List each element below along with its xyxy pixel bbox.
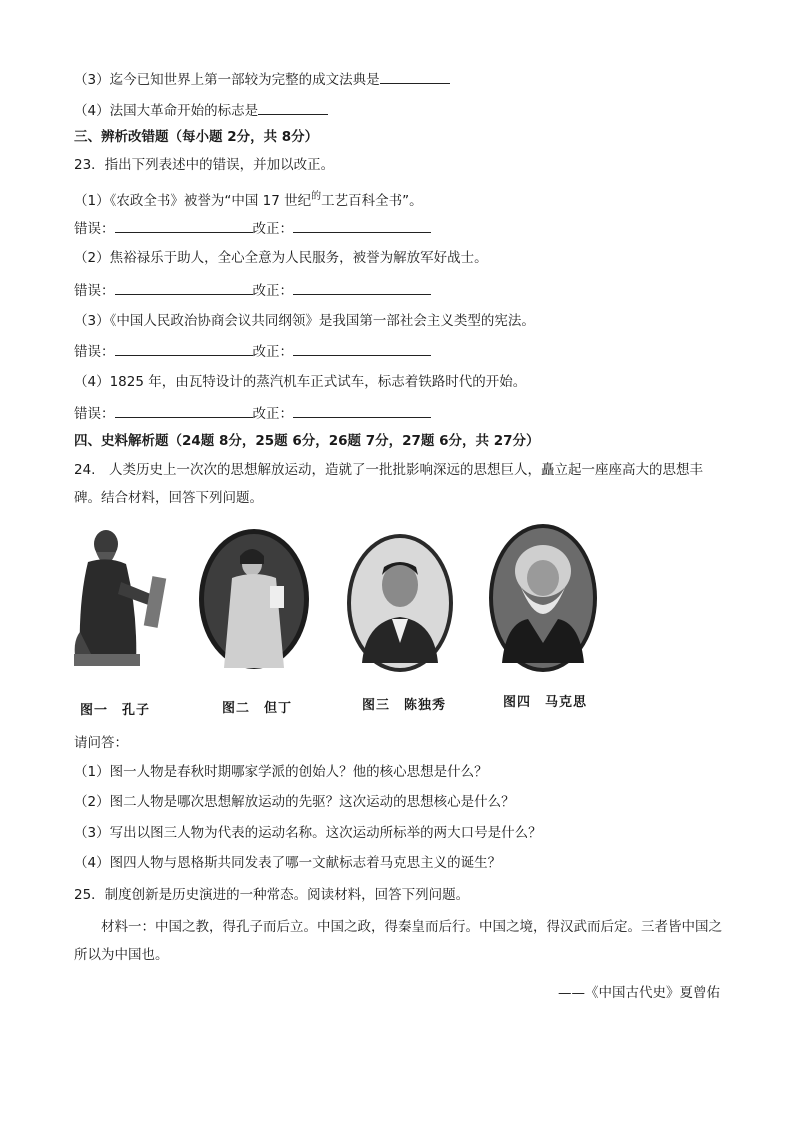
correct-blank-1[interactable] bbox=[293, 219, 431, 233]
correct-label: 改正： bbox=[252, 344, 293, 360]
confucius-portrait-icon bbox=[66, 522, 170, 672]
section-3-title: 三、辨析改错题（每小题 2分，共 8分） bbox=[74, 129, 319, 145]
q23-item-1-post: 工艺百科全书”。 bbox=[321, 193, 423, 209]
q23-item-2: （2）焦裕禄乐于助人，全心全意为人民服务，被誉为解放军好战士。 bbox=[74, 250, 488, 266]
material-source: ——《中国古代史》夏曾佑 bbox=[558, 985, 720, 1001]
q22-item-3 bbox=[74, 70, 450, 89]
q23-answer-row-4 bbox=[74, 404, 431, 423]
q23-item-1 bbox=[74, 188, 423, 210]
q24-question-2: （2）图二人物是哪次思想解放运动的先驱？这次运动的思想核心是什么？ bbox=[74, 794, 515, 810]
q24-question-1: （1）图一人物是春秋时期哪家学派的创始人？他的核心思想是什么？ bbox=[74, 764, 488, 780]
error-blank-1[interactable] bbox=[115, 219, 253, 233]
error-blank-4[interactable] bbox=[115, 404, 253, 418]
correct-label: 改正： bbox=[252, 406, 293, 422]
error-label: 错误： bbox=[74, 406, 115, 422]
error-label: 错误： bbox=[74, 344, 115, 360]
error-blank-2[interactable] bbox=[115, 281, 253, 295]
q23-stem: 23．指出下列表述中的错误，并加以改正。 bbox=[74, 157, 335, 173]
q24-question-4: （4）图四人物与恩格斯共同发表了哪一文献标志着马克思主义的诞生？ bbox=[74, 855, 502, 871]
q23-answer-row-2 bbox=[74, 281, 431, 300]
q25-material-1: 材料一：中国之教，得孔子而后立。中国之政，得秦皇而后行。中国之境，得汉武而后定。三者皆中国之所以为中国也。 bbox=[74, 919, 722, 963]
q22-item-3-text: （3）迄今已知世界上第一部较为完整的成文法典是 bbox=[74, 72, 380, 88]
error-label: 错误： bbox=[74, 221, 115, 237]
q23-item-4: （4）1825 年，由瓦特设计的蒸汽机车正式试车，标志着铁路时代的开始。 bbox=[74, 374, 527, 390]
error-label: 错误： bbox=[74, 283, 115, 299]
q25-stem: 25．制度创新是历史演进的一种常态。阅读材料，回答下列问题。 bbox=[74, 887, 470, 903]
correct-label: 改正： bbox=[252, 283, 293, 299]
q22-item-4 bbox=[74, 101, 328, 120]
error-blank-3[interactable] bbox=[115, 342, 253, 356]
q23-answer-row-3 bbox=[74, 342, 431, 361]
correct-label: 改正： bbox=[252, 221, 293, 237]
q24-question-3: （3）写出以图三人物为代表的运动名称。这次运动所标举的两大口号是什么？ bbox=[74, 825, 542, 841]
marx-portrait-icon bbox=[488, 523, 598, 673]
figure-2-caption: 图二 但丁 bbox=[222, 701, 293, 716]
q23-item-1-sup: 的 bbox=[311, 191, 322, 202]
q22-item-4-text: （4）法国大革命开始的标志是 bbox=[74, 103, 259, 119]
q22-item-4-blank[interactable] bbox=[258, 101, 328, 115]
figure-1-caption: 图一 孔子 bbox=[80, 703, 151, 718]
correct-blank-3[interactable] bbox=[293, 342, 431, 356]
q22-item-3-blank[interactable] bbox=[380, 70, 450, 84]
q23-item-3: （3）《中国人民政治协商会议共同纲领》是我国第一部社会主义类型的宪法。 bbox=[74, 313, 535, 329]
correct-blank-2[interactable] bbox=[293, 281, 431, 295]
figure-4-caption: 图四 马克思 bbox=[503, 695, 588, 710]
dante-portrait-icon bbox=[198, 528, 310, 670]
correct-blank-4[interactable] bbox=[293, 404, 431, 418]
ask-label: 请问答： bbox=[74, 735, 128, 751]
q23-answer-row-1 bbox=[74, 219, 431, 238]
q23-item-1-pre: （1）《农政全书》被誉为“中国 17 世纪 bbox=[74, 193, 312, 209]
chen-duxiu-portrait-icon bbox=[346, 533, 454, 673]
figure-3-caption: 图三 陈独秀 bbox=[362, 698, 447, 713]
q24-stem: 24. 人类历史上一次次的思想解放运动，造就了一批批影响深远的思想巨人，矗立起一座座高大的思想丰碑。结合材料，回答下列问题。 bbox=[74, 462, 703, 506]
section-4-title: 四、史料解析题（24题 8分，25题 6分，26题 7分，27题 6分，共 27分） bbox=[74, 433, 540, 449]
